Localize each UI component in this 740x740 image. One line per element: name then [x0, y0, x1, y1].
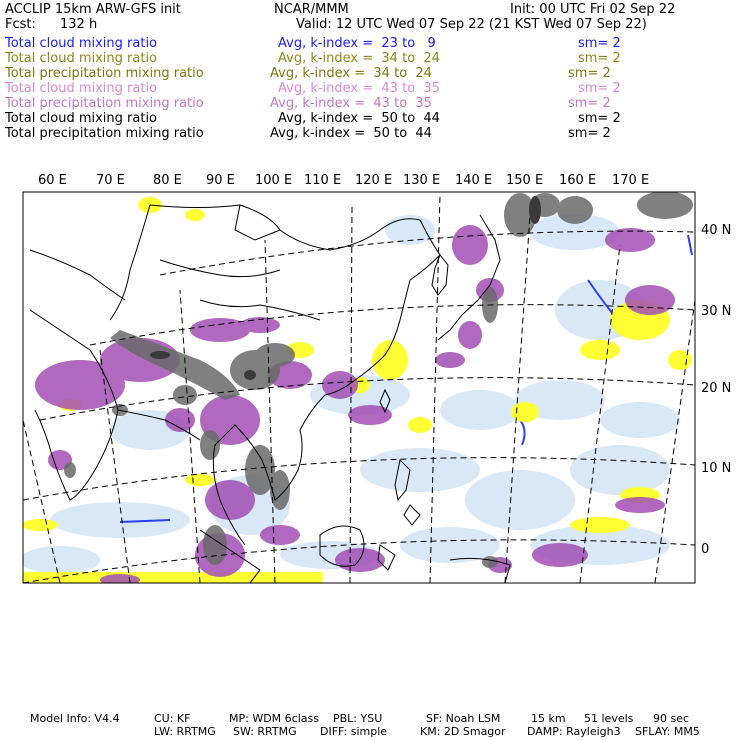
legend-stat-2: Avg, k-index = 34 to 24	[278, 51, 440, 66]
lon-label-150e: 150 E	[506, 173, 544, 188]
footer-lw: LW: RRTMG	[154, 725, 216, 738]
lon-label-130e: 130 E	[403, 173, 441, 188]
footer-resolution: 15 km	[531, 712, 566, 725]
legend-sm-3: sm= 2	[568, 66, 611, 81]
legend-sm-1: sm= 2	[578, 36, 621, 51]
lat-label-0: 0	[701, 542, 710, 557]
valid-time: Valid: 12 UTC Wed 07 Sep 22 (21 KST Wed 07 Sep 22)	[296, 17, 647, 32]
model-title: ACCLIP 15km ARW-GFS init	[5, 2, 181, 17]
legend-field-7: Total precipitation mixing ratio	[5, 126, 204, 141]
lat-label-40n: 40 N	[701, 223, 732, 238]
lon-label-60e: 60 E	[38, 173, 67, 188]
footer-timestep: 90 sec	[653, 712, 690, 725]
footer-levels: 51 levels	[584, 712, 634, 725]
footer-sflay: SFLAY: MM5	[635, 725, 700, 738]
lon-label-120e: 120 E	[355, 173, 393, 188]
lon-label-70e: 70 E	[96, 173, 125, 188]
legend-sm-6: sm= 2	[578, 111, 621, 126]
legend-sm-2: sm= 2	[578, 51, 621, 66]
fcst-label: Fcst:	[5, 17, 36, 32]
footer-mp: MP: WDM 6class	[229, 712, 319, 725]
lon-label-90e: 90 E	[206, 173, 235, 188]
footer-damp: DAMP: Rayleigh3	[527, 725, 621, 738]
legend-stat-5: Avg, k-index = 43 to 35	[270, 96, 432, 111]
legend-sm-7: sm= 2	[568, 126, 611, 141]
fcst-value: 132 h	[60, 17, 98, 32]
lon-label-110e: 110 E	[304, 173, 342, 188]
footer-cu: CU: KF	[154, 712, 191, 725]
footer-diff: DIFF: simple	[320, 725, 388, 738]
lon-label-100e: 100 E	[255, 173, 293, 188]
footer-sw: SW: RRTMG	[233, 725, 297, 738]
legend-stat-1: Avg, k-index = 23 to 9	[278, 36, 436, 51]
legend-stat-6: Avg, k-index = 50 to 44	[278, 111, 440, 126]
legend-field-1: Total cloud mixing ratio	[5, 36, 158, 51]
footer-model-info: Model Info: V4.4	[30, 712, 120, 725]
lon-label-80e: 80 E	[153, 173, 182, 188]
center-label: NCAR/MMM	[274, 2, 349, 17]
legend-field-2: Total cloud mixing ratio	[5, 51, 158, 66]
legend-sm-5: sm= 2	[568, 96, 611, 111]
lon-label-170e: 170 E	[612, 173, 650, 188]
legend-stat-3: Avg, k-index = 34 to 24	[270, 66, 432, 81]
legend-stat-4: Avg, k-index = 43 to 35	[278, 81, 440, 96]
footer-km: KM: 2D Smagor	[420, 725, 506, 738]
legend-field-4: Total cloud mixing ratio	[5, 81, 158, 96]
legend-stat-7: Avg, k-index = 50 to 44	[270, 126, 432, 141]
lat-label-30n: 30 N	[701, 304, 732, 319]
legend-field-6: Total cloud mixing ratio	[5, 111, 158, 126]
footer-sf: SF: Noah LSM	[426, 712, 501, 725]
legend-sm-4: sm= 2	[578, 81, 621, 96]
legend-field-5: Total precipitation mixing ratio	[5, 96, 204, 111]
lon-label-140e: 140 E	[455, 173, 493, 188]
lat-label-10n: 10 N	[701, 461, 732, 476]
footer-pbl: PBL: YSU	[333, 712, 383, 725]
lon-label-160e: 160 E	[559, 173, 597, 188]
lat-label-20n: 20 N	[701, 381, 732, 396]
init-time: Init: 00 UTC Fri 02 Sep 22	[510, 2, 676, 17]
legend-field-3: Total precipitation mixing ratio	[5, 66, 204, 81]
